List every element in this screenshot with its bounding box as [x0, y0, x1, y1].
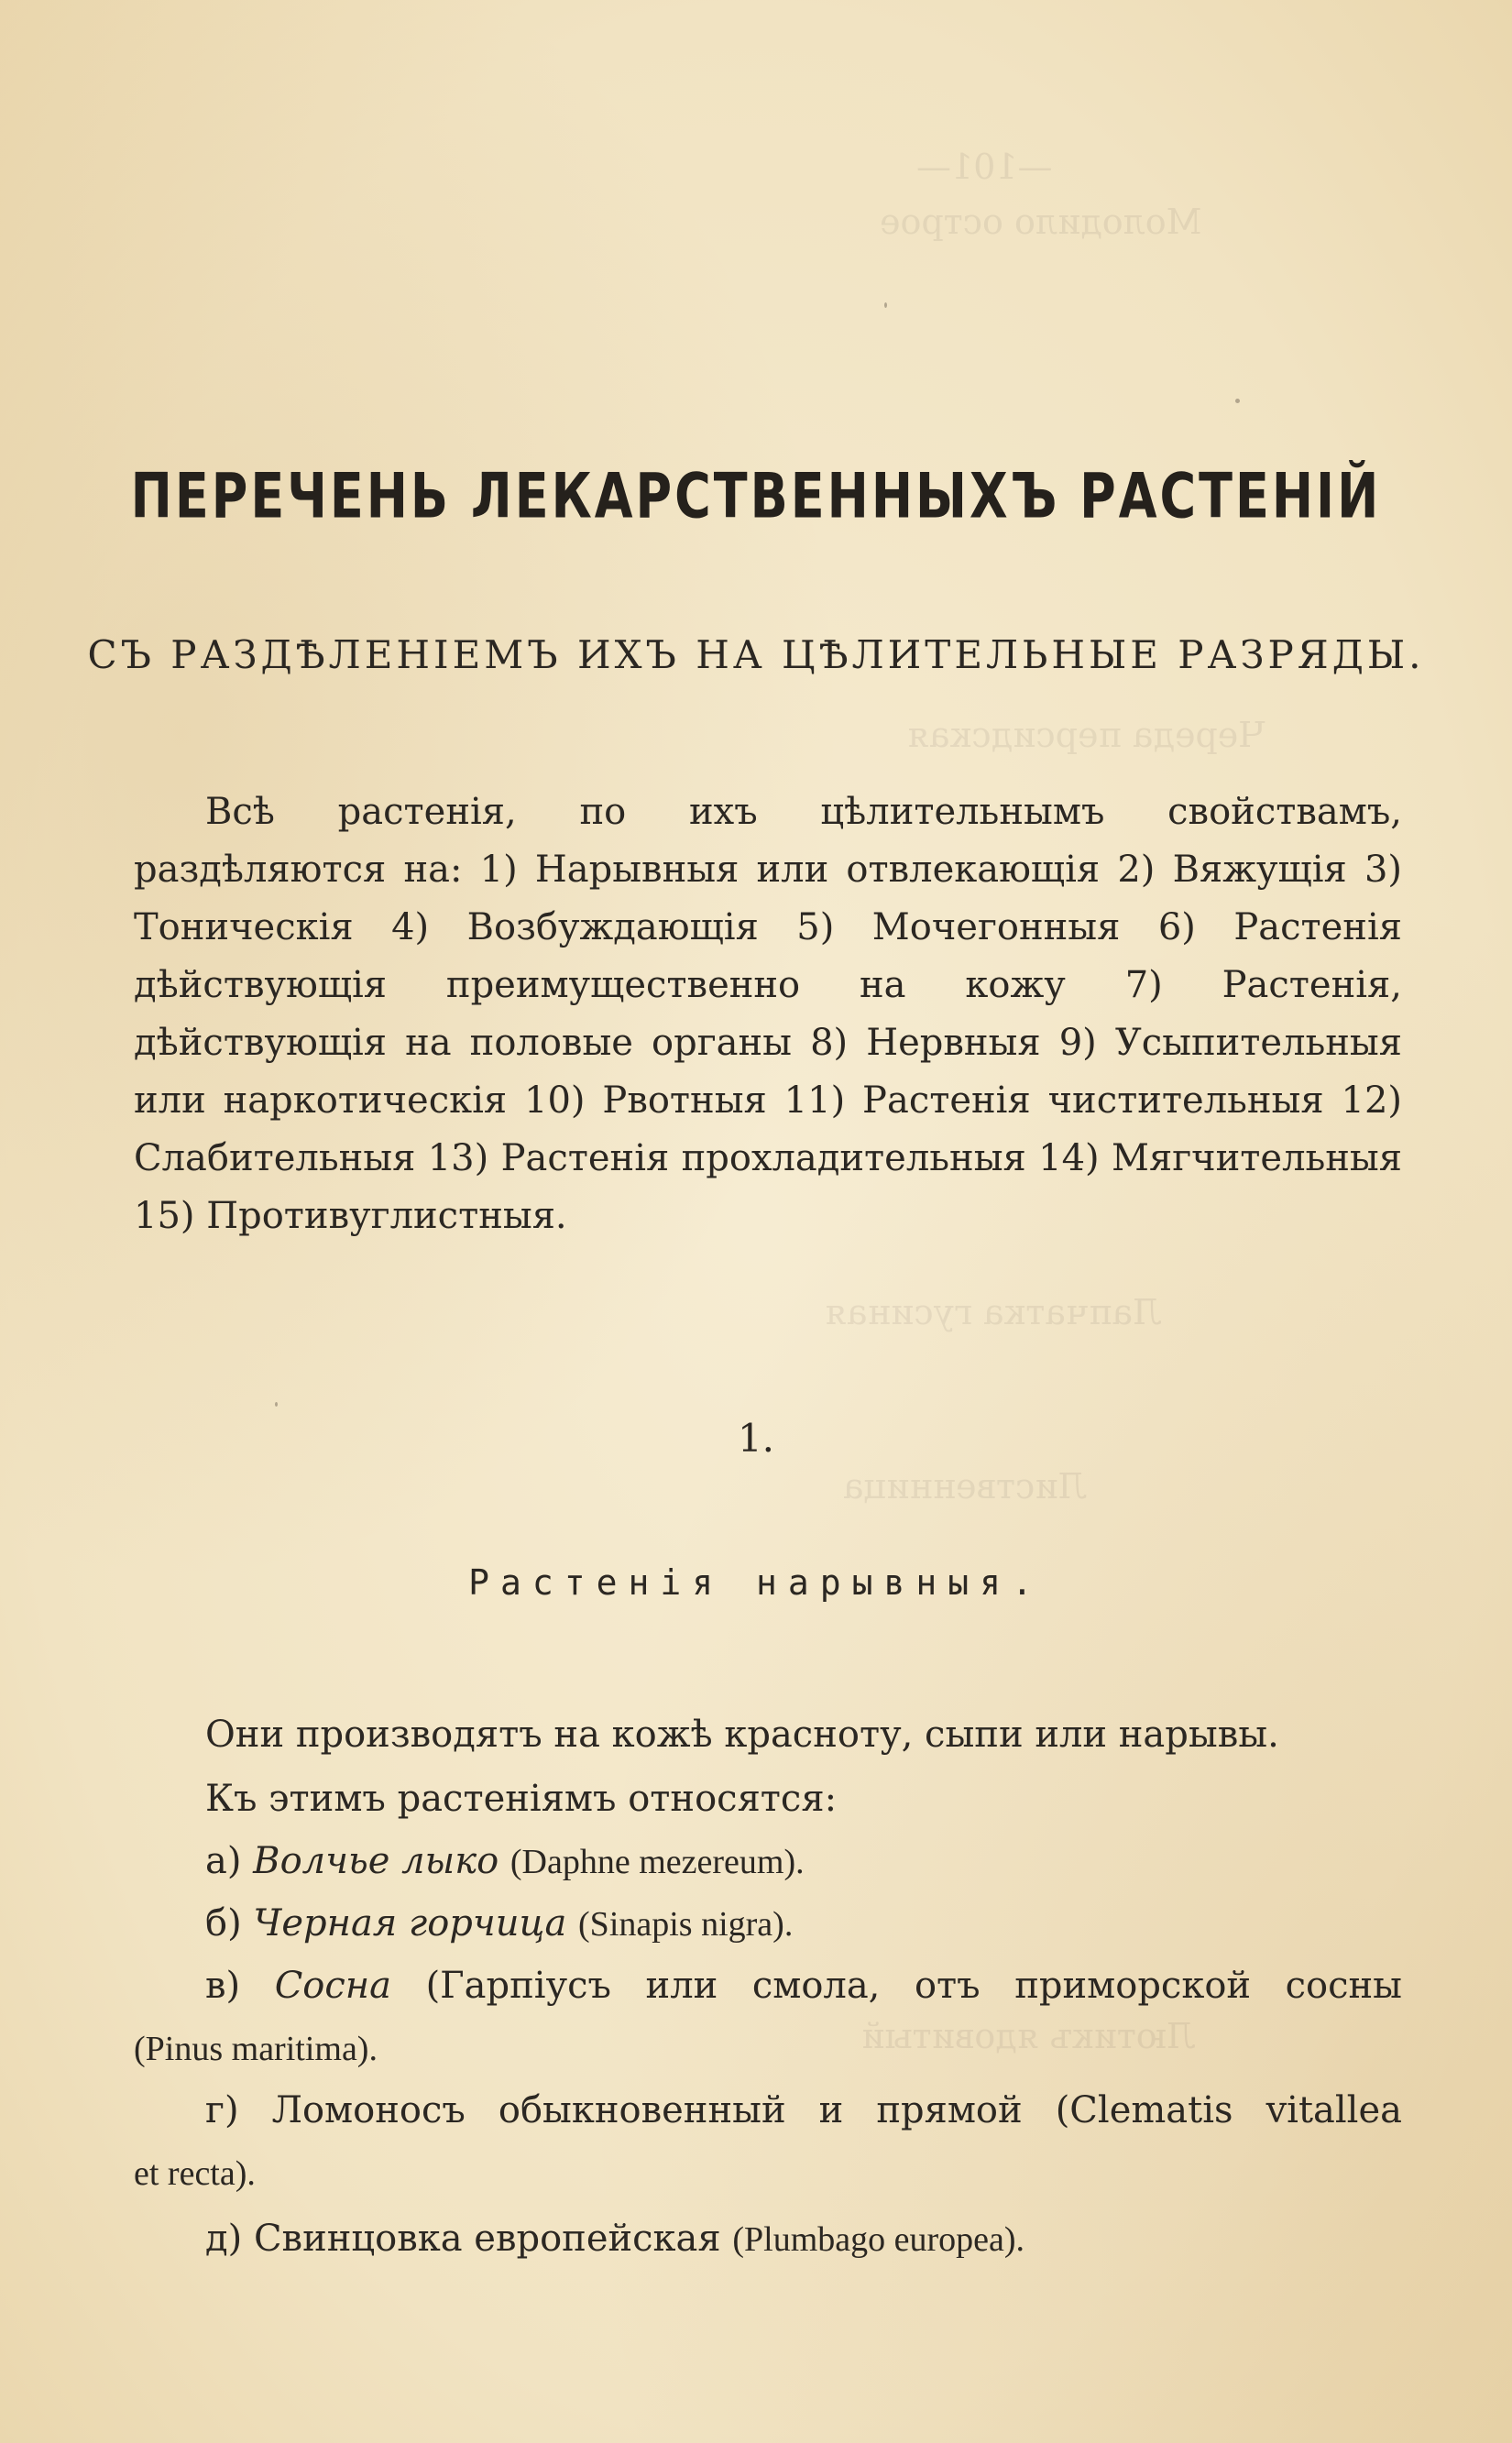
item-text: (Гарпіусъ или смола, отъ приморской сосны: [425, 1965, 1403, 2007]
intro-paragraph: Всѣ растенія, по ихъ цѣлительнымъ свойствамъ, раздѣляются на: 1) Нарывныя или отвлекающія 2) Вяжущія 3) Тоническія 4) Возбуждающія 5) Мочегонныя 6) Растенія дѣйствующія преимущественно на кожу 7) Растенія, дѣйствующія на половые органы 8) Нервныя 9) Усыпительныя или наркотическія 10) Рвотныя 11) Растенія чистительныя 12) Слабительныя 13) Растенія прохладительныя 14) Мягчительныя 15) Противуглистныя.: [134, 791, 1402, 1237]
list-item-g-cont: [134, 2152, 256, 2194]
plant-name: Сосна: [274, 1965, 391, 2007]
plant-name: Черная горчица: [253, 1902, 567, 1945]
item-marker: в): [205, 1965, 241, 2007]
latin-name: et recta).: [134, 2154, 256, 2193]
list-item-v-cont: [134, 2027, 378, 2069]
page-subtitle: СЪ РАЗДѢЛЕНІЕМЪ ИХЪ НА ЦѢЛИТЕЛЬНЫЕ РАЗРЯДЫ.: [87, 632, 1425, 677]
list-item-g: [205, 2089, 1402, 2131]
item-text: г) Ломоносъ обыкновенный и прямой (Clematis vitallea: [205, 2089, 1402, 2131]
plant-name: Волчье лыко: [253, 1840, 499, 1882]
body-line: Они производятъ на кожѣ краснoту, сыпи или нарывы.: [205, 1714, 1279, 1756]
bleed-through-text: Молодило острое: [880, 202, 1202, 242]
body-line: Къ этимъ растеніямъ относятся:: [205, 1778, 838, 1820]
latin-name: (Sinapis nigra).: [578, 1905, 794, 1944]
list-item-a: [205, 1840, 805, 1882]
bleed-through-text: Лютикъ ядовитый: [861, 2016, 1196, 2056]
paper-speck: [884, 302, 887, 308]
list-item-v: [205, 1965, 1402, 2007]
section-title: Растенія нарывныя.: [468, 1562, 1044, 1603]
section-number: 1.: [737, 1416, 775, 1461]
paper-speck: [275, 1402, 278, 1407]
list-item-d: [205, 2218, 1024, 2260]
list-item-b: [205, 1902, 793, 1945]
paper-speck: [1235, 399, 1240, 403]
bleed-through-text: Лиственница: [843, 1466, 1088, 1506]
bleed-through-text: Лапчатка гусиная: [825, 1292, 1162, 1332]
latin-name: (Plumbago europea).: [732, 2220, 1025, 2259]
item-marker: а): [205, 1840, 242, 1882]
bleed-through-text: —101—: [916, 147, 1053, 187]
page-title: ПЕРЕЧЕНЬ ЛЕКАРСТВЕННЫХЪ РАСТЕНІЙ: [130, 460, 1382, 532]
latin-name: (Daphne mezereum).: [509, 1843, 805, 1881]
item-marker: б): [205, 1902, 242, 1945]
latin-name: (Pinus maritima).: [134, 2030, 378, 2068]
bleed-through-text: Череда персидская: [907, 715, 1265, 755]
item-text: д) Свинцовка европейская: [205, 2218, 721, 2260]
